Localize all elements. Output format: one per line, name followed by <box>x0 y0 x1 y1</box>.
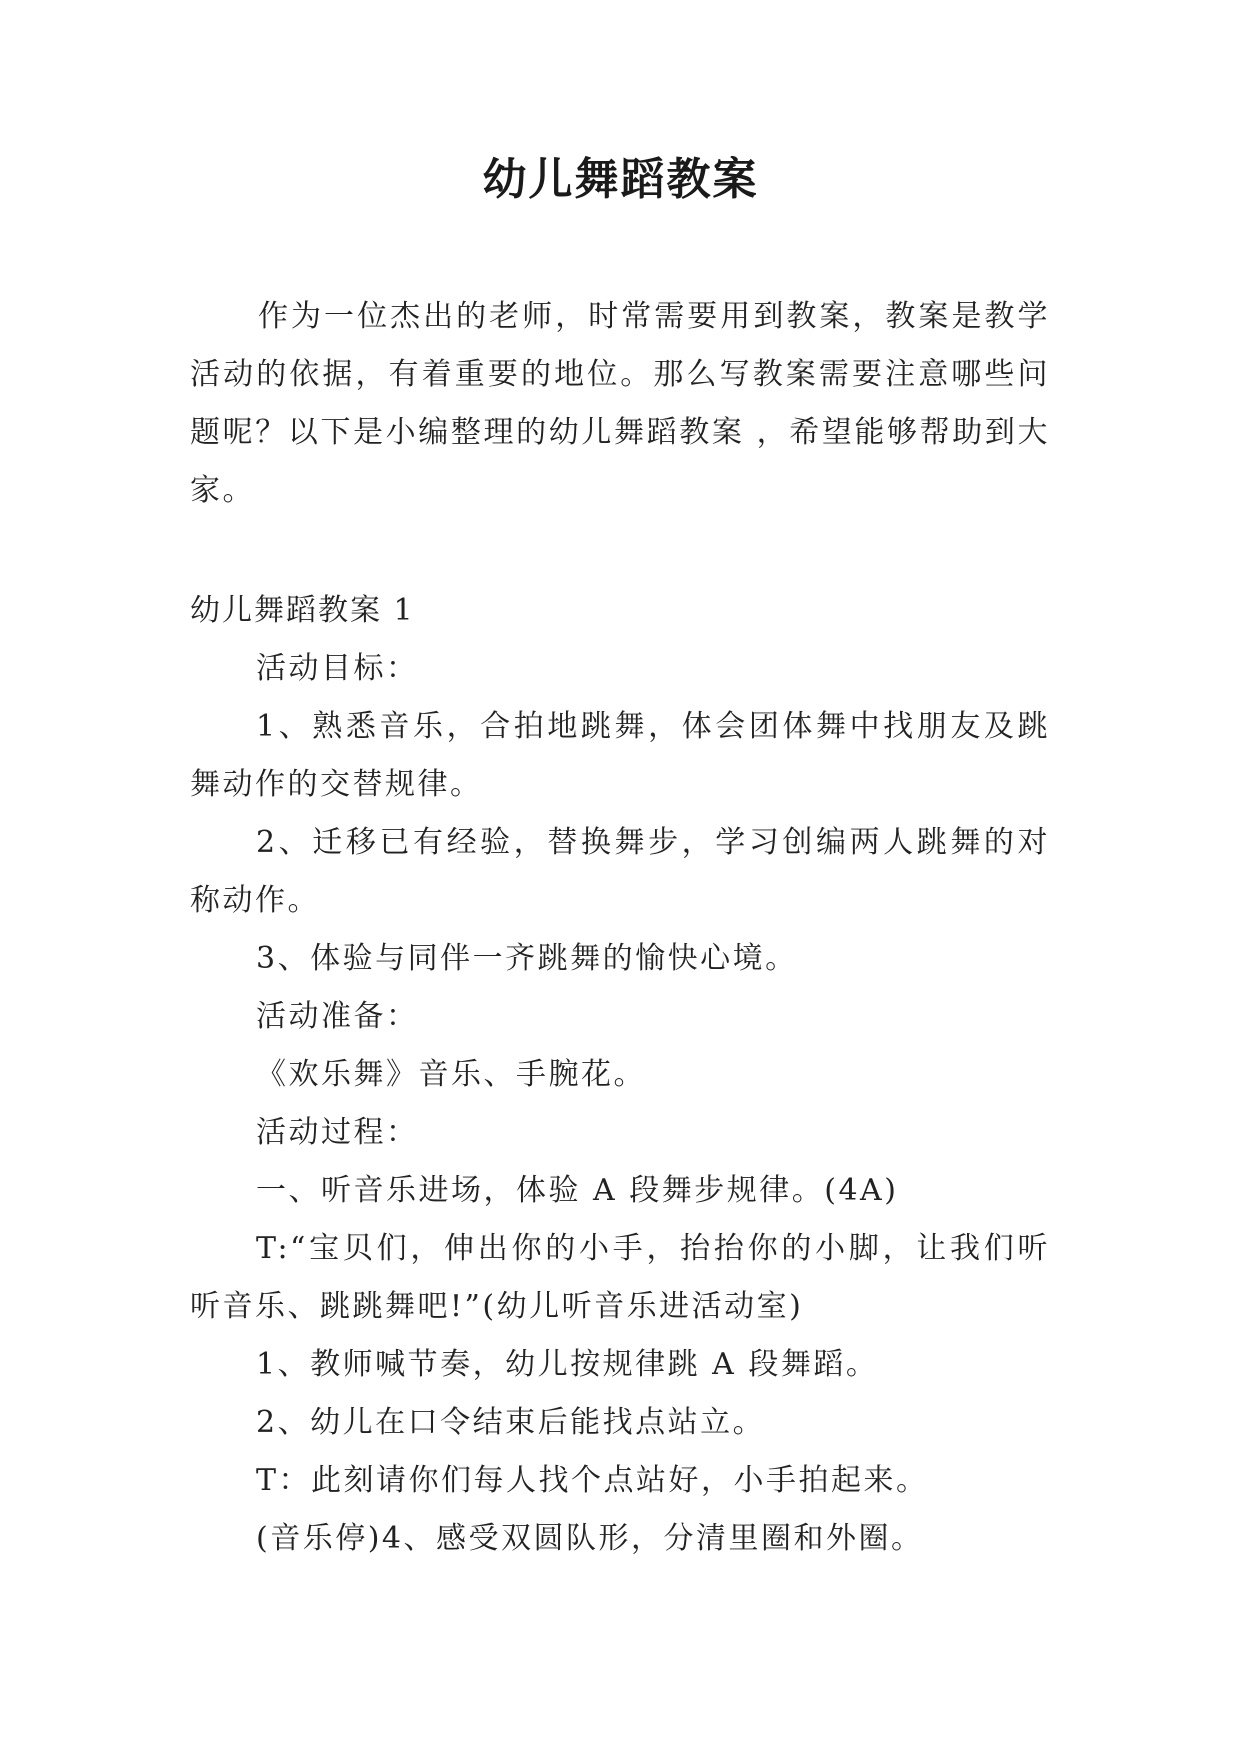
paragraph-step-1-1: 1、教师喊节奏，幼儿按规律跳 A 段舞蹈。 <box>256 1347 879 1382</box>
paragraph-step-1-4: (音乐停)4、感受双圆队形，分清里圈和外圈。 <box>256 1521 924 1556</box>
paragraph-teacher-line-2: T：此刻请你们每人找个点站好，小手拍起来。 <box>256 1463 929 1498</box>
paragraph-step-1: 一、听音乐进场，体验 A 段舞步规律。(4A) <box>256 1173 899 1208</box>
paragraph-preparation-heading: 活动准备： <box>256 999 419 1034</box>
section-1 <box>190 582 1050 1568</box>
paragraph-teacher-line-1: T:“宝贝们，伸出你的小手，抬抬你的小脚，让我们听听音乐、跳跳舞吧!”(幼儿听音乐进活动室) <box>190 1231 1050 1324</box>
paragraph-objectives-heading: 活动目标： <box>256 651 419 686</box>
section-heading: 幼儿舞蹈教案 1 <box>190 593 415 628</box>
paragraph-objective-1: 1、熟悉音乐，合拍地跳舞，体会团体舞中找朋友及跳舞动作的交替规律。 <box>190 709 1050 802</box>
paragraph-step-1-2: 2、幼儿在口令结束后能找点站立。 <box>256 1405 766 1440</box>
intro-paragraph: 作为一位杰出的老师，时常需要用到教案，教案是教学活动的依据，有着重要的地位。那么写教案需要注意哪些问题呢？以下是小编整理的幼儿舞蹈教案 ，希望能够帮助到大家。 <box>190 299 1050 508</box>
paragraph-objective-3: 3、体验与同伴一齐跳舞的愉快心境。 <box>256 941 798 976</box>
paragraph-objective-2: 2、迁移已有经验，替换舞步，学习创编两人跳舞的对称动作。 <box>190 825 1050 918</box>
document-title: 幼儿舞蹈教案 <box>482 154 759 205</box>
paragraph-preparation: 《欢乐舞》音乐、手腕花。 <box>256 1057 646 1092</box>
paragraph-process-heading: 活动过程： <box>256 1115 419 1150</box>
